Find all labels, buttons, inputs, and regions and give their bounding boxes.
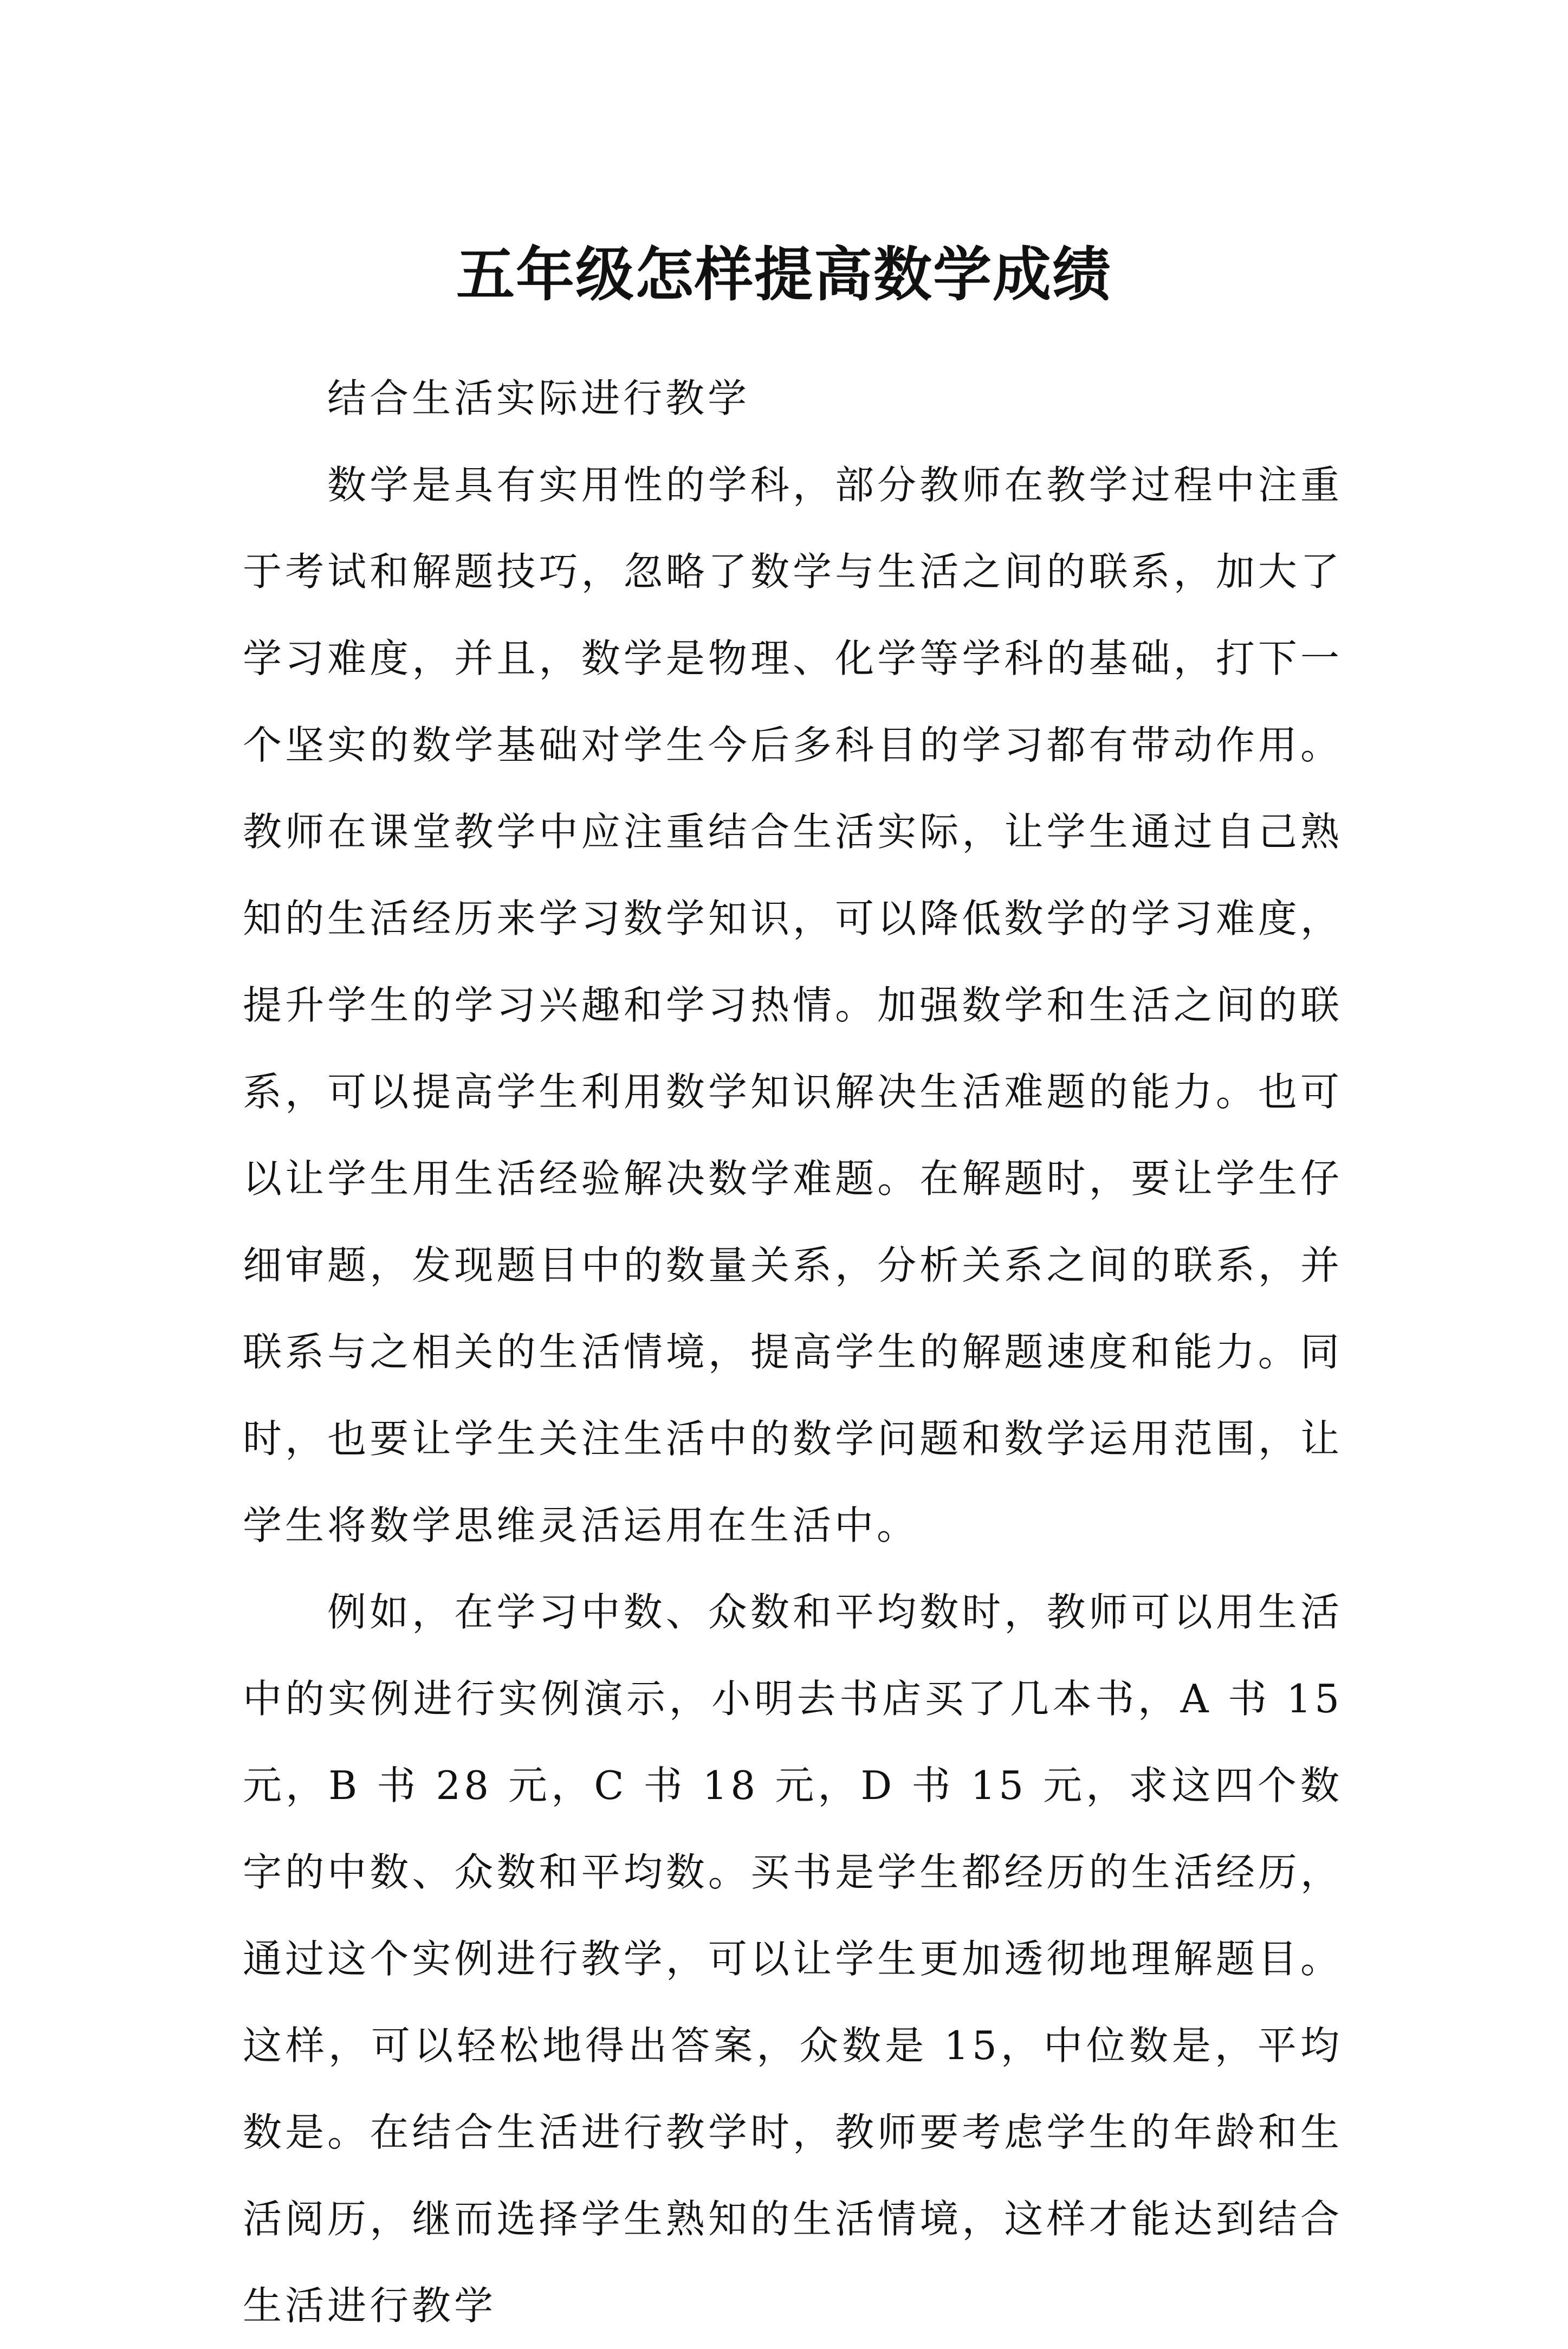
section-heading: 结合生活实际进行教学 <box>327 376 750 421</box>
document-body <box>243 355 1343 2349</box>
body-paragraph: 例如，在学习中数、众数和平均数时，教师可以用生活中的实例进行实例演示，小明去书店买了几本书，A 书 15 元，B 书 28 元，C 书 18 元，D 书 15 元，求这四个数字的中数、众数和平均数。买书是学生都经历的生活经历，通过这个实例进行教学，可以让学生更加透彻地理解题目。这样，可以轻松地得出答案，众数是 15，中位数是，平均数是。在结合生活进行教学时，教师要考虑学生的年龄和生活阅历，继而选择学生熟知的生活情境，这样才能达到结合生活进行教学 <box>243 1589 1343 2328</box>
body-paragraph: 数学是具有实用性的学科，部分教师在教学过程中注重于考试和解题技巧，忽略了数学与生活之间的联系，加大了学习难度，并且，数学是物理、化学等学科的基础，打下一个坚实的数学基础对学生今后多科目的学习都有带动作用。教师在课堂教学中应注重结合生活实际，让学生通过自己熟知的生活经历来学习数学知识，可以降低数学的学习难度，提升学生的学习兴趣和学习热情。加强数学和生活之间的联系，可以提高学生利用数学知识解决生活难题的能力。也可以让学生用生活经验解决数学难题。在解题时，要让学生仔细审题，发现题目中的数量关系，分析关系之间的联系，并联系与之相关的生活情境，提高学生的解题速度和能力。同时，也要让学生关注生活中的数学问题和数学运用范围，让学生将数学思维灵活运用在生活中。 <box>243 462 1343 1548</box>
document-title: 五年级怎样提高数学成绩 <box>456 241 1112 309</box>
